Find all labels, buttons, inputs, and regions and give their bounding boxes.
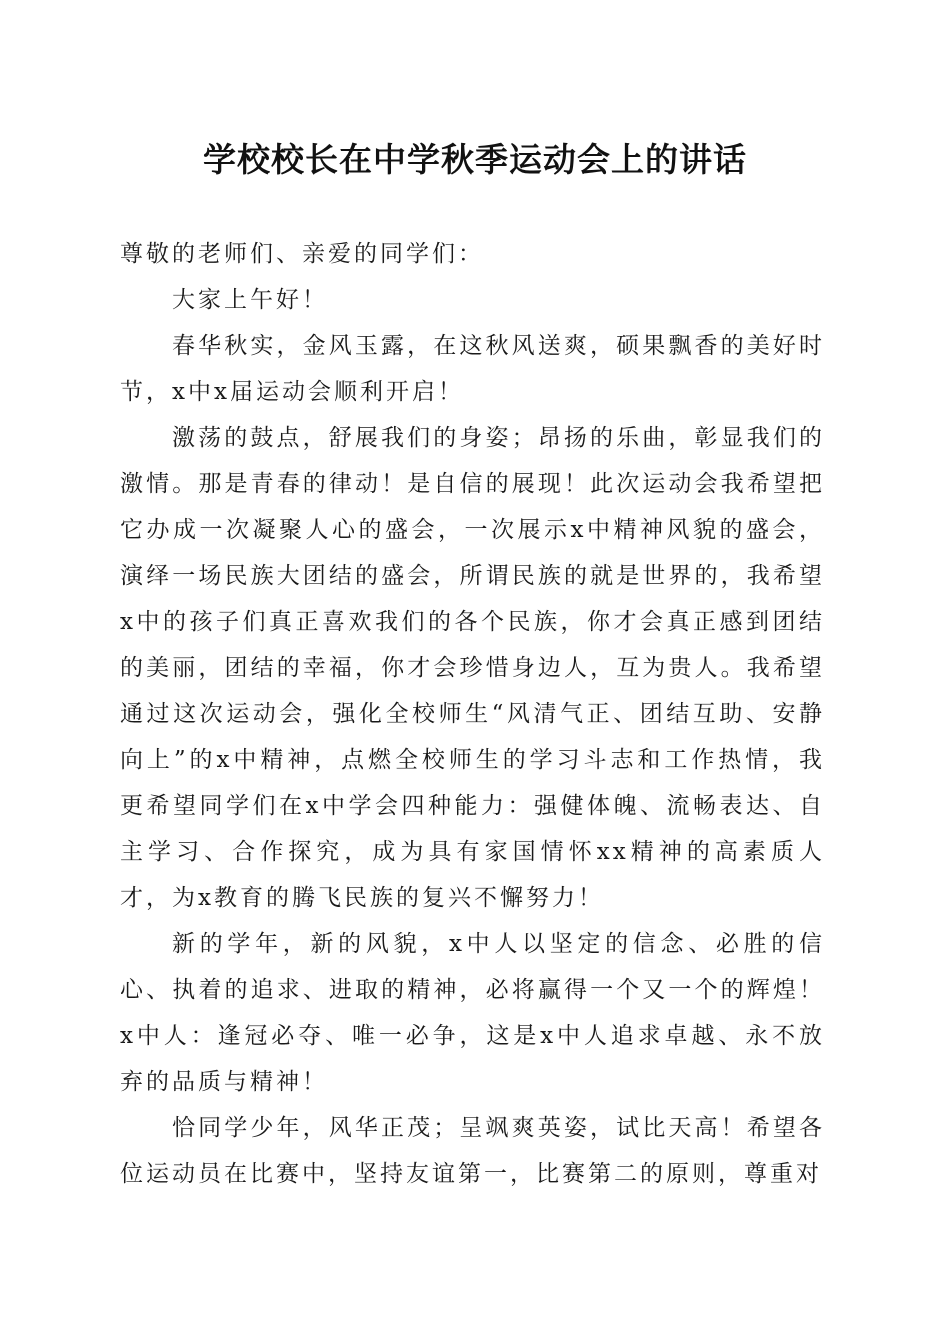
paragraph-athletes: 恰同学少年，风华正茂；呈飒爽英姿，试比天高！希望各位运动员在比赛中，坚持友谊第一，比赛第二的原则，尊重对	[120, 1115, 825, 1187]
paragraph-hopes: 激荡的鼓点，舒展我们的身姿；昂扬的乐曲，彰显我们的激情。那是青春的律动！是自信的展现！此次运动会我希望把它办成一次凝聚人心的盛会，一次展示x中精神风貌的盛会，演绎一场民族大团结的盛会，所谓民族的就是世界的，我希望x中的孩子们真正喜欢我们的各个民族，你才会真正感到团结的美丽，团结的幸福，你才会珍惜身边人，互为贵人。我希望通过这次运动会，强化全校师生“风清气正、团结互助、安静向上”的x中精神，点燃全校师生的学习斗志和工作热情，我更希望同学们在x中学会四种能力：强健体魄、流畅表达、自主学习、合作探究，成为具有家国情怀xx精神的高素质人才，为x教育的腾飞民族的复兴不懈努力！	[120, 425, 825, 911]
paragraph-opening: 春华秋实，金风玉露，在这秋风送爽，硕果飘香的美好时节，x中x届运动会顺利开启！	[120, 333, 825, 405]
paragraph-greeting: 大家上午好！	[172, 287, 328, 313]
salutation: 尊敬的老师们、亲爱的同学们：	[120, 241, 484, 267]
document-title: 学校校长在中学秋季运动会上的讲话	[203, 140, 747, 179]
paragraph-new-year: 新的学年，新的风貌，x中人以坚定的信念、必胜的信心、执着的追求、进取的精神，必将赢得一个又一个的辉煌！x中人：逢冠必夺、唯一必争，这是x中人追求卓越、永不放弃的品质与精神！	[120, 931, 825, 1095]
document-body	[120, 231, 825, 1197]
